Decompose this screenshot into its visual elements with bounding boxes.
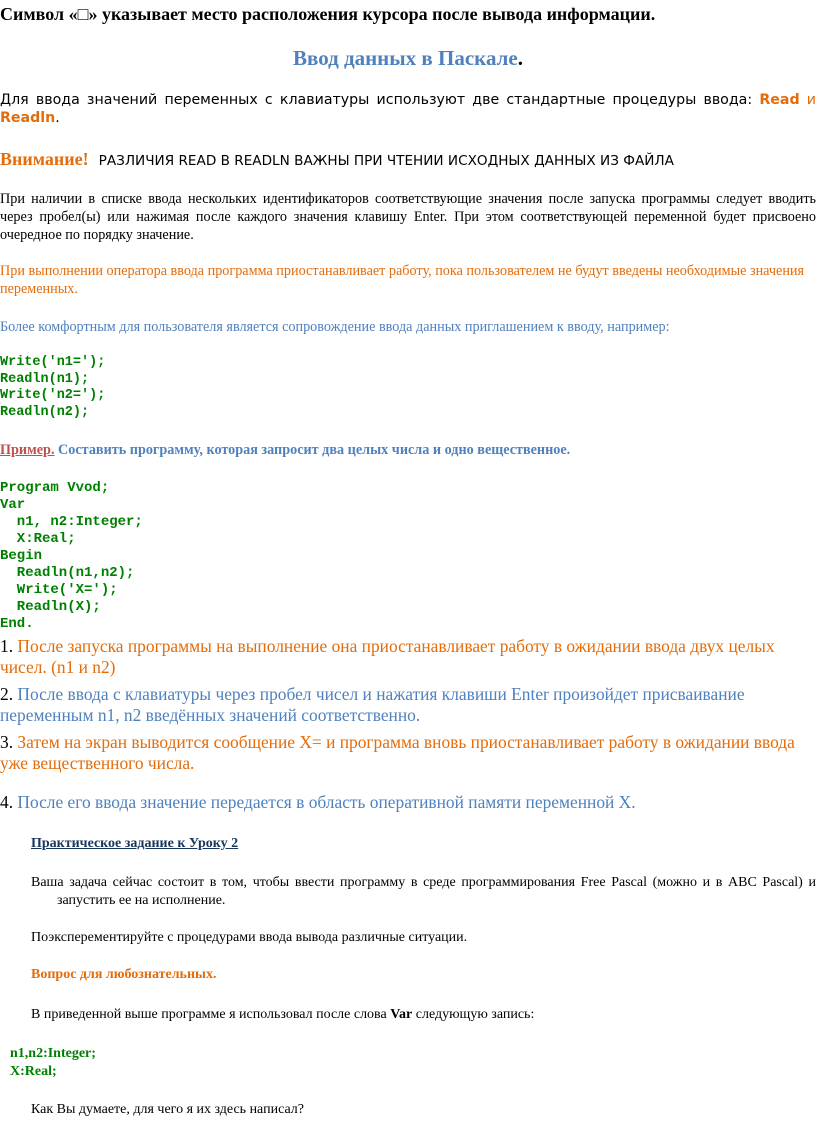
practice-title <box>31 835 631 853</box>
step-text: После ввода с клавиатуры через пробел чисел и нажатия клавиши Enter произойдет присваивание переменным n1, n2 введённых значений соответственно. <box>0 684 745 725</box>
code-line: Write('n2='); <box>0 388 106 403</box>
attention-text: РАЗЛИЧИЯ READ В READLN ВАЖНЫ ПРИ ЧТЕНИИ ИСХОДНЫХ ДАННЫХ ИЗ ФАЙЛА <box>98 153 674 169</box>
pause-paragraph: При выполнении оператора ввода программа приостанавливает работу, пока пользователем не будут введены необходимые значения переменных. <box>0 263 805 297</box>
example-line <box>0 441 816 459</box>
readln-keyword: Readln <box>0 110 56 126</box>
practice-title-text: Практическое задание к Уроку 2 <box>31 836 239 851</box>
code-line: Readln(n2); <box>0 404 90 420</box>
attention-line <box>0 148 816 172</box>
step-2 <box>0 684 800 726</box>
intro-paragraph <box>0 91 816 127</box>
multiple-input-paragraph: При наличии в списке ввода нескольких идентификаторов соответствующие значения после запуска программы следует вводить через пробел(ы) или нажимая после каждого значения клавишу Enter. При этом соответствующей переменной будет присвоено очередное по порядку значение. <box>0 191 816 243</box>
attention-label: Внимание! <box>0 149 89 169</box>
step-text: После запуска программы на выполнение она приостанавливает работу в ожидании ввода двух целых чисел. (n1 и n2) <box>0 636 775 677</box>
question-code <box>10 1045 310 1081</box>
step-3 <box>0 732 800 774</box>
question-ask: Как Вы думаете, для чего я их здесь написал? <box>31 1102 304 1117</box>
code-line: Readln(n1); <box>0 371 90 387</box>
title-text: Ввод данных в Паскале <box>292 46 518 70</box>
intro-text: Для ввода значений переменных с клавиатуры используют две стандартные процедуры ввода: <box>0 92 760 108</box>
cursor-note: Символ «□» указывает место расположения курсора после вывода информации. <box>0 4 656 24</box>
page-title <box>0 46 816 70</box>
practice-experiment: Поэксперементируйте с процедурами ввода вывода различные ситуации. <box>31 930 468 945</box>
program-line: Readln(n1,n2); <box>0 565 135 581</box>
example-label: Пример. <box>0 442 55 458</box>
step-4 <box>0 792 800 813</box>
intro-end: . <box>55 110 60 126</box>
intro-and: и <box>799 92 816 108</box>
code-line: Write('n1='); <box>0 355 106 370</box>
program-line: Begin <box>0 548 43 564</box>
step-1 <box>0 636 800 678</box>
example-text: Составить программу, которая запросит два целых числа и одно вещественное. <box>54 442 571 458</box>
program-line: End. <box>0 616 34 632</box>
step-number: 3. <box>0 732 14 752</box>
question-text <box>31 1006 791 1024</box>
step-number: 1. <box>0 636 14 656</box>
question-code-line: n1,n2:Integer; <box>10 1046 96 1061</box>
read-keyword: Read <box>759 92 800 108</box>
program-listing <box>0 480 400 630</box>
step-number: 4. <box>0 792 14 812</box>
step-text: После его ввода значение передается в область оперативной памяти переменной X. <box>13 792 636 812</box>
program-line: Readln(X); <box>0 599 101 615</box>
practice-task: Ваша задача сейчас состоит в том, чтобы ввести программу в среде программирования Free Pascal (можно и в ABC Pascal) и запустить ее на исполнение. <box>31 875 816 908</box>
program-line: Var <box>0 497 26 513</box>
question-code-line: X:Real; <box>10 1064 57 1079</box>
step-text: Затем на экран выводится сообщение X= и программа вновь приостанавливает работу в ожидании ввода уже вещественного числа. <box>0 732 795 773</box>
program-line: Write('X='); <box>0 582 118 598</box>
program-line: Program Vvod; <box>0 480 110 496</box>
program-line: n1, n2:Integer; <box>0 514 143 530</box>
program-line: X:Real; <box>0 531 76 547</box>
title-dot: . <box>517 46 523 70</box>
prompt-paragraph: Более комфортным для пользователя является сопровождение ввода данных приглашением к вводу, например: <box>0 319 670 335</box>
question-title: Вопрос для любознательных. <box>31 967 217 982</box>
question-text-before: В приведенной выше программе я использовал после слова <box>31 1007 391 1022</box>
step-number: 2. <box>0 684 14 704</box>
code-example <box>0 355 300 423</box>
var-keyword: Var <box>390 1007 413 1022</box>
question-text-after: следующую запись: <box>412 1007 535 1022</box>
